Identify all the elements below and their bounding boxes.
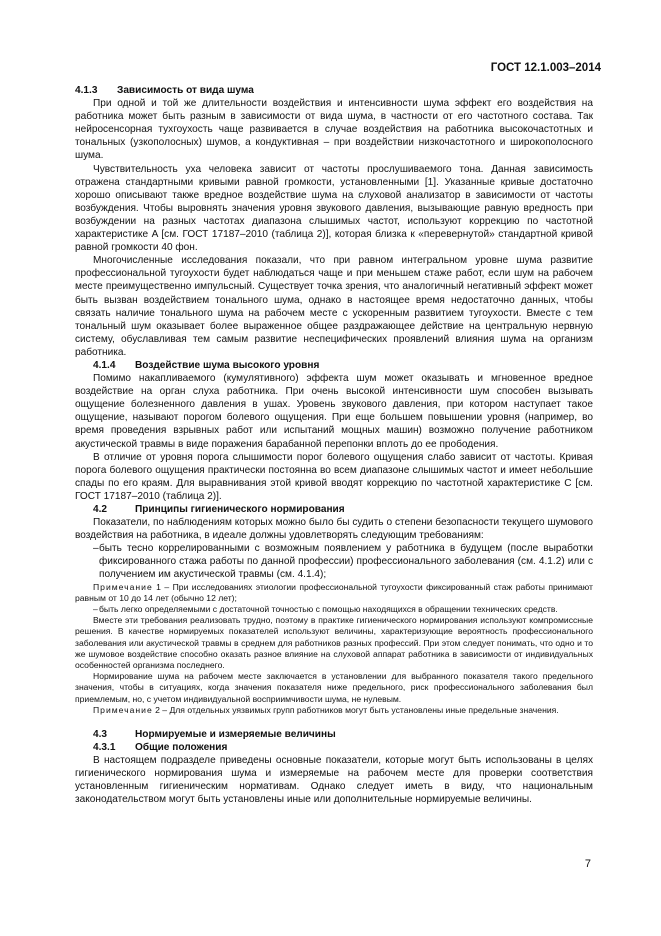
note [75,582,593,604]
page-content [75,84,593,807]
page-number: 7 [584,858,591,870]
section-title: Общие положения [135,742,228,754]
paragraph: Чувствительность уха человека зависит от частоты прослушиваемого тона. Данная зависимость отражена стандартными кривыми равной громкости, установленными [1]. Указанные кривые достаточно хорошо описывают также вредное воздействие шума на слуховой анализатор в зависимости от частоты возбуждения. Чтобы выровнять значения уровня звукового давления, вызывающие равную вредность при возбуждении на разных частотах диапазона слышимых частот, используют коррекцию по частотной характеристике A [см. ГОСТ 17187–2010 (таблица 2)], которая близка к «перевернутой» стандартной кривой равной громкости 40 фон. [75,163,593,254]
paragraph: Помимо накапливаемого (кумулятивного) эффекта шум может оказывать и мгновенное вредное воздействие на орган слуха работника. При очень высокой интенсивности шум способен вызывать ощущение болезненного давления в ушах. Уровень звукового давления, при котором наступает такое ощущение, называют порогом болевого ощущения. При еще большем повышении уровня (например, во время проведения взрывных работ или испытаний мощных машин) возможно получение работником акустической травмы в виде поражения барабанной перепонки вплоть до ее прободения. [75,373,593,450]
paragraph: В настоящем подразделе приведены основные показатели, которые могут быть использованы в целях гигиенического нормирования шума и измеряемые на рабочем месте для проверки соответствия установленным гигиеническим нормативам. Однако следует иметь в виду, что национальным законодательством могут быть установлены иные или дополнительные нормируемые величины. [75,755,593,806]
note [75,705,593,716]
section-number: 4.3.1 [93,742,116,754]
dash-marker: – [93,603,98,614]
section-number: 4.1.4 [93,359,116,371]
section-number: 4.1.3 [75,85,98,96]
section-heading-4-1-4 [75,359,593,372]
paragraph: При одной и той же длительности воздействия и интенсивности шума эффект его воздействия на работника может быть разным в зависимости от вида шума, в частности от его частотного состава. Так нейросенсорная тухгоухость чаще развивается в случае воздействия на работника высокочастотных и тональных (узкополосных) шумов, а кондуктивная – при воздействии низкочастотного и широкополосного шума. [75,98,593,162]
note-label: Примечание [93,704,153,715]
paragraph: Многочисленные исследования показали, что при равном интегральном уровне шума развитие профессиональной тугоухости будет наблюдаться чаще и при меньшем стаже работ, если шум на рабочем месте преимущественно импульсный. Существует точка зрения, что аналогичный негативный эффект может быть вызван воздействием тонального шума, однако в настоящее время недостаточно данных, чтобы связать наличие тонального шума на рабочем месте с ускоренным развитием тугоухости. Вместе с тем тональный шум оказывает более выраженное общее раздражающее действие на центральную нервную систему, обуславливая тем самым развитие неспецифических проявлений влияния шума на организм работника. [75,255,593,358]
section-title: Принципы гигиенического нормирования [135,504,345,515]
list-item-text: быть тесно коррелированными с возможным появлением у работника в будущем (после выработки фиксированного стажа работы по данной профессии) профессионального заболевания (см. 4.1.2) или с получением им акустической травмы (см. 4.1.4); [99,543,593,581]
note-text: 2 – Для отдельных уязвимых групп работников могут быть установлены иные предельные значения. [152,704,559,715]
list-item [75,604,593,615]
list-item-text: быть легко определяемыми с достаточной точностью с помощью находящихся в обращении технических средств. [99,603,558,614]
paragraph: В отличие от уровня порога слышимости порог болевого ощущения слабо зависит от частоты. Кривая порога болевого ощущения практически постоянна во всем диапазоне слышимых частот и имеет небольшие спады по его краям. Для выравнивания этой кривой вводят коррекцию по частотной характеристике C [см. ГОСТ 17187–2010 (таблица 2)]. [75,451,593,502]
section-title: Зависимость от вида шума [117,85,254,96]
section-title: Воздействие шума высокого уровня [135,359,320,371]
paragraph: Показатели, по наблюдениям которых можно было бы судить о степени безопасности текущего шумового воздействия на работника, в идеале должны удовлетворять следующим требованиям: [75,517,593,542]
paragraph: Вместе эти требования реализовать трудно, поэтому в практике гигиенического нормирования используют компромиссные решения. В качестве нормируемых показателей используют величины, характеризующие вероятность профессионального заболевания или акустической травмы в среднем для работников разных профессий. При этом следует понимать, что одно и то же шумовое воздействие способно оказать разное влияние на слуховой аппарат работника в зависимости от индивидуальных особенностей организма последнего. [75,615,593,670]
section-heading-4-1-3 [75,84,593,97]
document-header: ГОСТ 12.1.003–2014 [490,62,601,74]
note-text: 1 – При исследованиях этиологии профессиональной тугоухости фиксированный стаж работы принимают равным от 10 до 14 лет (обычно 12 лет); [75,581,593,603]
section-heading-4-2 [75,503,593,516]
section-title: Нормируемые и измеряемые величины [135,729,336,740]
section-heading-4-3 [75,728,593,741]
dash-marker: – [93,543,99,555]
section-heading-4-3-1 [75,741,593,754]
list-item [75,542,593,581]
section-number: 4.2 [93,504,108,515]
section-number: 4.3 [93,729,108,740]
paragraph: Нормирование шума на рабочем месте заключается в установлении для выбранного показателя такого предельного значения, чтобы в ситуациях, когда значения показателя ниже предельного, риск профессионального заболевания был приемлемым, но, с учетом индивидуальной восприимчивости шума, не нулевым. [75,671,593,704]
note-label: Примечание [93,581,153,592]
spacer [75,716,593,728]
